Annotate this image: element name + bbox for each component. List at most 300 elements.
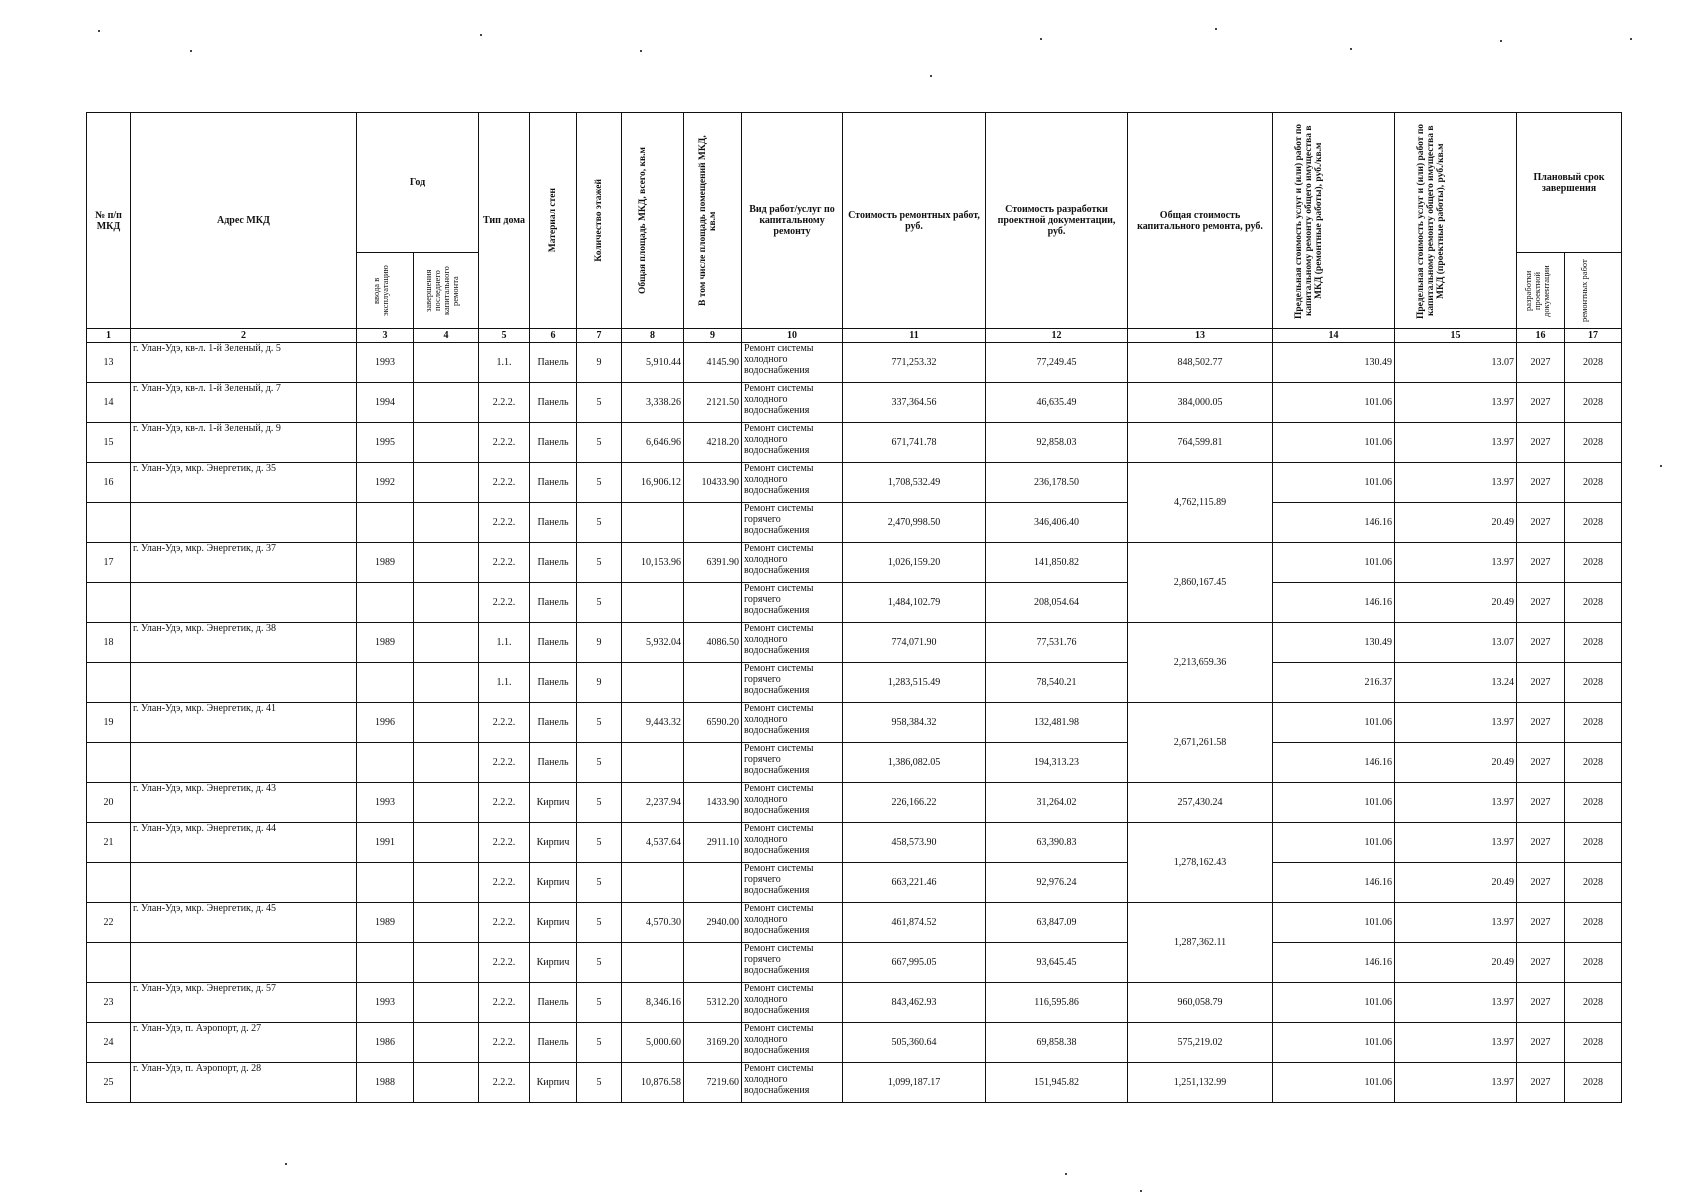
premises-area-cell: [684, 583, 742, 623]
column-number: 9: [684, 329, 742, 343]
column-number: 7: [577, 329, 622, 343]
column-number: 6: [530, 329, 577, 343]
year-last-repair-cell: [414, 823, 479, 863]
wall-material-cell: Панель: [530, 423, 577, 463]
col-year-last-repair-header: завершения последнего капитального ремонта: [414, 253, 479, 329]
table-row: [87, 743, 1622, 783]
deadline-repair-cell: 2028: [1565, 663, 1622, 703]
table-row: [87, 1023, 1622, 1063]
limit-design-cell: 13.97: [1395, 983, 1517, 1023]
deadline-design-cell: 2027: [1517, 823, 1565, 863]
limit-repair-cell: 146.16: [1273, 863, 1395, 903]
limit-repair-cell: 101.06: [1273, 463, 1395, 503]
floors-cell: 9: [577, 343, 622, 383]
deadline-repair-cell: 2028: [1565, 863, 1622, 903]
limit-repair-cell: 146.16: [1273, 583, 1395, 623]
house-type-cell: 2.2.2.: [479, 463, 530, 503]
wall-material-cell: Панель: [530, 383, 577, 423]
col-no-header: № п/п МКД: [87, 113, 131, 329]
deadline-design-cell: 2027: [1517, 583, 1565, 623]
design-cost-cell: 63,390.83: [986, 823, 1128, 863]
limit-repair-cell: 146.16: [1273, 743, 1395, 783]
row-number: 18: [87, 623, 131, 663]
limit-design-cell: 13.24: [1395, 663, 1517, 703]
table-row: [87, 1063, 1622, 1103]
address-cell: [131, 583, 357, 623]
col-limit-repair-header: Предельная стоимость услуг и (или) работ по капитальному ремонту общего имущества в МКД (ремонтные работы), руб./кв.м: [1273, 113, 1395, 329]
total-cost-cell: 4,762,115.89: [1128, 463, 1273, 543]
design-cost-cell: 116,595.86: [986, 983, 1128, 1023]
repair-cost-cell: 671,741.78: [843, 423, 986, 463]
work-type-cell: Ремонт системы горячего водоснабжения: [742, 583, 843, 623]
year-last-repair-cell: [414, 463, 479, 503]
year-commission-cell: 1986: [357, 1023, 414, 1063]
limit-repair-cell: 101.06: [1273, 423, 1395, 463]
deadline-repair-cell: 2028: [1565, 983, 1622, 1023]
year-last-repair-cell: [414, 903, 479, 943]
total-area-cell: [622, 943, 684, 983]
col-total-area-header: Общая площадь МКД, всего, кв.м: [622, 113, 684, 329]
work-type-cell: Ремонт системы холодного водоснабжения: [742, 903, 843, 943]
deadline-design-cell: 2027: [1517, 1023, 1565, 1063]
address-cell: г. Улан-Удэ, мкр. Энергетик, д. 44: [131, 823, 357, 863]
work-type-cell: Ремонт системы горячего водоснабжения: [742, 863, 843, 903]
design-cost-cell: 63,847.09: [986, 903, 1128, 943]
house-type-cell: 2.2.2.: [479, 863, 530, 903]
wall-material-cell: Панель: [530, 743, 577, 783]
work-type-cell: Ремонт системы горячего водоснабжения: [742, 943, 843, 983]
work-type-cell: Ремонт системы холодного водоснабжения: [742, 823, 843, 863]
column-number: 13: [1128, 329, 1273, 343]
total-area-cell: 4,570.30: [622, 903, 684, 943]
repair-cost-cell: 843,462.93: [843, 983, 986, 1023]
row-number: [87, 863, 131, 903]
total-area-cell: [622, 743, 684, 783]
row-number: 19: [87, 703, 131, 743]
address-cell: г. Улан-Удэ, мкр. Энергетик, д. 45: [131, 903, 357, 943]
house-type-cell: 2.2.2.: [479, 783, 530, 823]
design-cost-cell: 151,945.82: [986, 1063, 1128, 1103]
limit-repair-cell: 101.06: [1273, 383, 1395, 423]
wall-material-cell: Кирпич: [530, 903, 577, 943]
column-number-row: [87, 329, 1622, 343]
row-number: 16: [87, 463, 131, 503]
design-cost-cell: 346,406.40: [986, 503, 1128, 543]
row-number: 15: [87, 423, 131, 463]
repair-cost-cell: 663,221.46: [843, 863, 986, 903]
address-cell: г. Улан-Удэ, кв-л. 1-й Зеленый, д. 7: [131, 383, 357, 423]
table-row: [87, 703, 1622, 743]
repair-cost-cell: 458,573.90: [843, 823, 986, 863]
column-number: 2: [131, 329, 357, 343]
deadline-design-cell: 2027: [1517, 423, 1565, 463]
limit-repair-cell: 101.06: [1273, 823, 1395, 863]
total-cost-cell: 848,502.77: [1128, 343, 1273, 383]
deadline-repair-cell: 2028: [1565, 743, 1622, 783]
limit-design-cell: 13.07: [1395, 343, 1517, 383]
wall-material-cell: Панель: [530, 663, 577, 703]
row-number: 23: [87, 983, 131, 1023]
year-commission-cell: [357, 743, 414, 783]
row-number: [87, 583, 131, 623]
limit-design-cell: 13.97: [1395, 703, 1517, 743]
deadline-design-cell: 2027: [1517, 863, 1565, 903]
repair-cost-cell: 771,253.32: [843, 343, 986, 383]
col-deadline-header: Плановый срок завершения: [1517, 113, 1622, 253]
house-type-cell: 2.2.2.: [479, 703, 530, 743]
col-year-header: Год: [357, 113, 479, 253]
wall-material-cell: Панель: [530, 623, 577, 663]
row-number: [87, 503, 131, 543]
house-type-cell: 2.2.2.: [479, 943, 530, 983]
premises-area-cell: [684, 503, 742, 543]
floors-cell: 9: [577, 663, 622, 703]
repair-cost-cell: 1,283,515.49: [843, 663, 986, 703]
column-number: 15: [1395, 329, 1517, 343]
year-last-repair-cell: [414, 783, 479, 823]
floors-cell: 5: [577, 383, 622, 423]
total-cost-cell: 764,599.81: [1128, 423, 1273, 463]
total-cost-cell: 1,278,162.43: [1128, 823, 1273, 903]
total-area-cell: 2,237.94: [622, 783, 684, 823]
column-number: 11: [843, 329, 986, 343]
floors-cell: 5: [577, 1023, 622, 1063]
row-number: 25: [87, 1063, 131, 1103]
deadline-design-cell: 2027: [1517, 343, 1565, 383]
house-type-cell: 2.2.2.: [479, 983, 530, 1023]
address-cell: [131, 663, 357, 703]
repair-cost-cell: 1,708,532.49: [843, 463, 986, 503]
address-cell: г. Улан-Удэ, кв-л. 1-й Зеленый, д. 5: [131, 343, 357, 383]
total-cost-cell: 2,671,261.58: [1128, 703, 1273, 783]
premises-area-cell: 2940.00: [684, 903, 742, 943]
col-limit-design-header: Предельная стоимость услуг и (или) работ по капитальному ремонту общего имущества в МКД (проектные работы), руб./кв.м: [1395, 113, 1517, 329]
design-cost-cell: 77,249.45: [986, 343, 1128, 383]
floors-cell: 5: [577, 703, 622, 743]
address-cell: г. Улан-Удэ, кв-л. 1-й Зеленый, д. 9: [131, 423, 357, 463]
design-cost-cell: 69,858.38: [986, 1023, 1128, 1063]
design-cost-cell: 236,178.50: [986, 463, 1128, 503]
design-cost-cell: 194,313.23: [986, 743, 1128, 783]
deadline-design-cell: 2027: [1517, 463, 1565, 503]
column-number: 17: [1565, 329, 1622, 343]
total-cost-cell: 2,213,659.36: [1128, 623, 1273, 703]
address-cell: г. Улан-Удэ, мкр. Энергетик, д. 38: [131, 623, 357, 663]
house-type-cell: 2.2.2.: [479, 823, 530, 863]
house-type-cell: 2.2.2.: [479, 743, 530, 783]
total-area-cell: 8,346.16: [622, 983, 684, 1023]
column-number: 5: [479, 329, 530, 343]
work-type-cell: Ремонт системы холодного водоснабжения: [742, 983, 843, 1023]
deadline-repair-cell: 2028: [1565, 383, 1622, 423]
repair-cost-cell: 1,026,159.20: [843, 543, 986, 583]
premises-area-cell: 4086.50: [684, 623, 742, 663]
work-type-cell: Ремонт системы горячего водоснабжения: [742, 663, 843, 703]
house-type-cell: 1.1.: [479, 623, 530, 663]
year-last-repair-cell: [414, 543, 479, 583]
deadline-repair-cell: 2028: [1565, 703, 1622, 743]
premises-area-cell: 1433.90: [684, 783, 742, 823]
work-type-cell: Ремонт системы холодного водоснабжения: [742, 343, 843, 383]
premises-area-cell: 2911.10: [684, 823, 742, 863]
floors-cell: 5: [577, 983, 622, 1023]
table-row: [87, 863, 1622, 903]
limit-repair-cell: 101.06: [1273, 983, 1395, 1023]
limit-repair-cell: 101.06: [1273, 903, 1395, 943]
row-number: 20: [87, 783, 131, 823]
floors-cell: 5: [577, 823, 622, 863]
row-number: 14: [87, 383, 131, 423]
deadline-repair-cell: 2028: [1565, 343, 1622, 383]
wall-material-cell: Кирпич: [530, 1063, 577, 1103]
work-type-cell: Ремонт системы холодного водоснабжения: [742, 783, 843, 823]
repair-cost-cell: 774,071.90: [843, 623, 986, 663]
total-cost-cell: 1,287,362.11: [1128, 903, 1273, 983]
work-type-cell: Ремонт системы холодного водоснабжения: [742, 423, 843, 463]
table-row: [87, 823, 1622, 863]
column-number: 3: [357, 329, 414, 343]
wall-material-cell: Панель: [530, 983, 577, 1023]
limit-design-cell: 13.97: [1395, 783, 1517, 823]
deadline-design-cell: 2027: [1517, 623, 1565, 663]
design-cost-cell: 46,635.49: [986, 383, 1128, 423]
year-last-repair-cell: [414, 863, 479, 903]
year-commission-cell: 1994: [357, 383, 414, 423]
table-row: [87, 423, 1622, 463]
deadline-design-cell: 2027: [1517, 943, 1565, 983]
table-row: [87, 903, 1622, 943]
wall-material-cell: Кирпич: [530, 943, 577, 983]
col-wall-material-header: Материал стен: [530, 113, 577, 329]
column-number: 16: [1517, 329, 1565, 343]
wall-material-cell: Кирпич: [530, 783, 577, 823]
year-commission-cell: 1992: [357, 463, 414, 503]
year-last-repair-cell: [414, 1063, 479, 1103]
row-number: 22: [87, 903, 131, 943]
repair-cost-cell: 1,484,102.79: [843, 583, 986, 623]
limit-repair-cell: 130.49: [1273, 343, 1395, 383]
total-area-cell: 5,910.44: [622, 343, 684, 383]
deadline-design-cell: 2027: [1517, 663, 1565, 703]
house-type-cell: 2.2.2.: [479, 383, 530, 423]
total-area-cell: 3,338.26: [622, 383, 684, 423]
design-cost-cell: 208,054.64: [986, 583, 1128, 623]
house-type-cell: 2.2.2.: [479, 543, 530, 583]
floors-cell: 5: [577, 903, 622, 943]
table-row: [87, 583, 1622, 623]
year-commission-cell: 1989: [357, 903, 414, 943]
column-number: 1: [87, 329, 131, 343]
col-design-cost-header: Стоимость разработки проектной документации, руб.: [986, 113, 1128, 329]
capital-repair-table: [86, 112, 1622, 1103]
column-number: 14: [1273, 329, 1395, 343]
year-commission-cell: 1993: [357, 343, 414, 383]
house-type-cell: 1.1.: [479, 663, 530, 703]
row-number: 24: [87, 1023, 131, 1063]
repair-cost-cell: 505,360.64: [843, 1023, 986, 1063]
total-cost-cell: 1,251,132.99: [1128, 1063, 1273, 1103]
year-commission-cell: [357, 663, 414, 703]
premises-area-cell: [684, 743, 742, 783]
deadline-repair-cell: 2028: [1565, 943, 1622, 983]
house-type-cell: 2.2.2.: [479, 423, 530, 463]
year-commission-cell: 1993: [357, 983, 414, 1023]
design-cost-cell: 93,645.45: [986, 943, 1128, 983]
year-last-repair-cell: [414, 423, 479, 463]
col-deadline-repair-header: ремонтных работ: [1565, 253, 1622, 329]
work-type-cell: Ремонт системы холодного водоснабжения: [742, 383, 843, 423]
floors-cell: 5: [577, 463, 622, 503]
limit-design-cell: 20.49: [1395, 943, 1517, 983]
col-address-header: Адрес МКД: [131, 113, 357, 329]
limit-design-cell: 13.97: [1395, 1023, 1517, 1063]
year-commission-cell: [357, 583, 414, 623]
house-type-cell: 2.2.2.: [479, 503, 530, 543]
col-house-type-header: Тип дома: [479, 113, 530, 329]
work-type-cell: Ремонт системы холодного водоснабжения: [742, 543, 843, 583]
year-last-repair-cell: [414, 743, 479, 783]
house-type-cell: 2.2.2.: [479, 583, 530, 623]
repair-cost-cell: 226,166.22: [843, 783, 986, 823]
floors-cell: 5: [577, 543, 622, 583]
house-type-cell: 2.2.2.: [479, 903, 530, 943]
limit-design-cell: 13.07: [1395, 623, 1517, 663]
deadline-repair-cell: 2028: [1565, 503, 1622, 543]
wall-material-cell: Панель: [530, 703, 577, 743]
row-number: [87, 943, 131, 983]
repair-cost-cell: 2,470,998.50: [843, 503, 986, 543]
year-last-repair-cell: [414, 383, 479, 423]
address-cell: [131, 743, 357, 783]
deadline-repair-cell: 2028: [1565, 463, 1622, 503]
year-commission-cell: [357, 943, 414, 983]
deadline-design-cell: 2027: [1517, 383, 1565, 423]
limit-design-cell: 13.97: [1395, 543, 1517, 583]
total-area-cell: 10,153.96: [622, 543, 684, 583]
deadline-design-cell: 2027: [1517, 743, 1565, 783]
deadline-repair-cell: 2028: [1565, 1023, 1622, 1063]
row-number: [87, 663, 131, 703]
year-commission-cell: 1988: [357, 1063, 414, 1103]
deadline-repair-cell: 2028: [1565, 1063, 1622, 1103]
year-commission-cell: 1991: [357, 823, 414, 863]
deadline-design-cell: 2027: [1517, 503, 1565, 543]
column-number: 4: [414, 329, 479, 343]
deadline-design-cell: 2027: [1517, 903, 1565, 943]
design-cost-cell: 92,858.03: [986, 423, 1128, 463]
floors-cell: 5: [577, 863, 622, 903]
address-cell: г. Улан-Удэ, мкр. Энергетик, д. 57: [131, 983, 357, 1023]
repair-cost-cell: 1,386,082.05: [843, 743, 986, 783]
table-row: [87, 463, 1622, 503]
limit-repair-cell: 101.06: [1273, 1023, 1395, 1063]
limit-repair-cell: 101.06: [1273, 783, 1395, 823]
repair-cost-cell: 667,995.05: [843, 943, 986, 983]
premises-area-cell: 4145.90: [684, 343, 742, 383]
total-area-cell: [622, 583, 684, 623]
limit-repair-cell: 216.37: [1273, 663, 1395, 703]
limit-design-cell: 13.97: [1395, 823, 1517, 863]
address-cell: г. Улан-Удэ, мкр. Энергетик, д. 37: [131, 543, 357, 583]
row-number: 13: [87, 343, 131, 383]
house-type-cell: 1.1.: [479, 343, 530, 383]
work-type-cell: Ремонт системы горячего водоснабжения: [742, 743, 843, 783]
col-year-commission-header: ввода в эксплуатацию: [357, 253, 414, 329]
total-cost-cell: 384,000.05: [1128, 383, 1273, 423]
total-area-cell: 6,646.96: [622, 423, 684, 463]
limit-repair-cell: 101.06: [1273, 703, 1395, 743]
col-repair-cost-header: Стоимость ремонтных работ, руб.: [843, 113, 986, 329]
deadline-repair-cell: 2028: [1565, 423, 1622, 463]
year-commission-cell: 1995: [357, 423, 414, 463]
design-cost-cell: 141,850.82: [986, 543, 1128, 583]
limit-repair-cell: 146.16: [1273, 943, 1395, 983]
limit-design-cell: 13.97: [1395, 463, 1517, 503]
year-commission-cell: 1993: [357, 783, 414, 823]
limit-design-cell: 20.49: [1395, 503, 1517, 543]
table-row: [87, 543, 1622, 583]
wall-material-cell: Панель: [530, 1023, 577, 1063]
year-last-repair-cell: [414, 623, 479, 663]
wall-material-cell: Кирпич: [530, 863, 577, 903]
address-cell: г. Улан-Удэ, мкр. Энергетик, д. 43: [131, 783, 357, 823]
total-area-cell: 4,537.64: [622, 823, 684, 863]
floors-cell: 5: [577, 423, 622, 463]
total-area-cell: 5,932.04: [622, 623, 684, 663]
repair-cost-cell: 1,099,187.17: [843, 1063, 986, 1103]
deadline-repair-cell: 2028: [1565, 623, 1622, 663]
limit-design-cell: 13.97: [1395, 903, 1517, 943]
table-row: [87, 343, 1622, 383]
limit-design-cell: 13.97: [1395, 423, 1517, 463]
premises-area-cell: [684, 863, 742, 903]
limit-repair-cell: 101.06: [1273, 543, 1395, 583]
repair-cost-cell: 337,364.56: [843, 383, 986, 423]
total-area-cell: [622, 863, 684, 903]
table-row: [87, 783, 1622, 823]
limit-repair-cell: 146.16: [1273, 503, 1395, 543]
table-row: [87, 503, 1622, 543]
deadline-design-cell: 2027: [1517, 783, 1565, 823]
total-area-cell: 16,906.12: [622, 463, 684, 503]
work-type-cell: Ремонт системы холодного водоснабжения: [742, 463, 843, 503]
repair-cost-cell: 461,874.52: [843, 903, 986, 943]
limit-design-cell: 20.49: [1395, 863, 1517, 903]
limit-design-cell: 20.49: [1395, 743, 1517, 783]
total-cost-cell: 2,860,167.45: [1128, 543, 1273, 623]
col-total-cost-header: Общая стоимость капитального ремонта, руб.: [1128, 113, 1273, 329]
premises-area-cell: 2121.50: [684, 383, 742, 423]
total-area-cell: [622, 663, 684, 703]
floors-cell: 5: [577, 783, 622, 823]
wall-material-cell: Панель: [530, 463, 577, 503]
total-area-cell: [622, 503, 684, 543]
table-row: [87, 623, 1622, 663]
year-last-repair-cell: [414, 703, 479, 743]
address-cell: г. Улан-Удэ, мкр. Энергетик, д. 41: [131, 703, 357, 743]
year-last-repair-cell: [414, 1023, 479, 1063]
design-cost-cell: 132,481.98: [986, 703, 1128, 743]
premises-area-cell: 5312.20: [684, 983, 742, 1023]
design-cost-cell: 77,531.76: [986, 623, 1128, 663]
repair-cost-cell: 958,384.32: [843, 703, 986, 743]
design-cost-cell: 78,540.21: [986, 663, 1128, 703]
row-number: 21: [87, 823, 131, 863]
wall-material-cell: Панель: [530, 543, 577, 583]
col-deadline-design-header: разработки проектной документации: [1517, 253, 1565, 329]
deadline-design-cell: 2027: [1517, 543, 1565, 583]
col-floors-header: Количество этажей: [577, 113, 622, 329]
